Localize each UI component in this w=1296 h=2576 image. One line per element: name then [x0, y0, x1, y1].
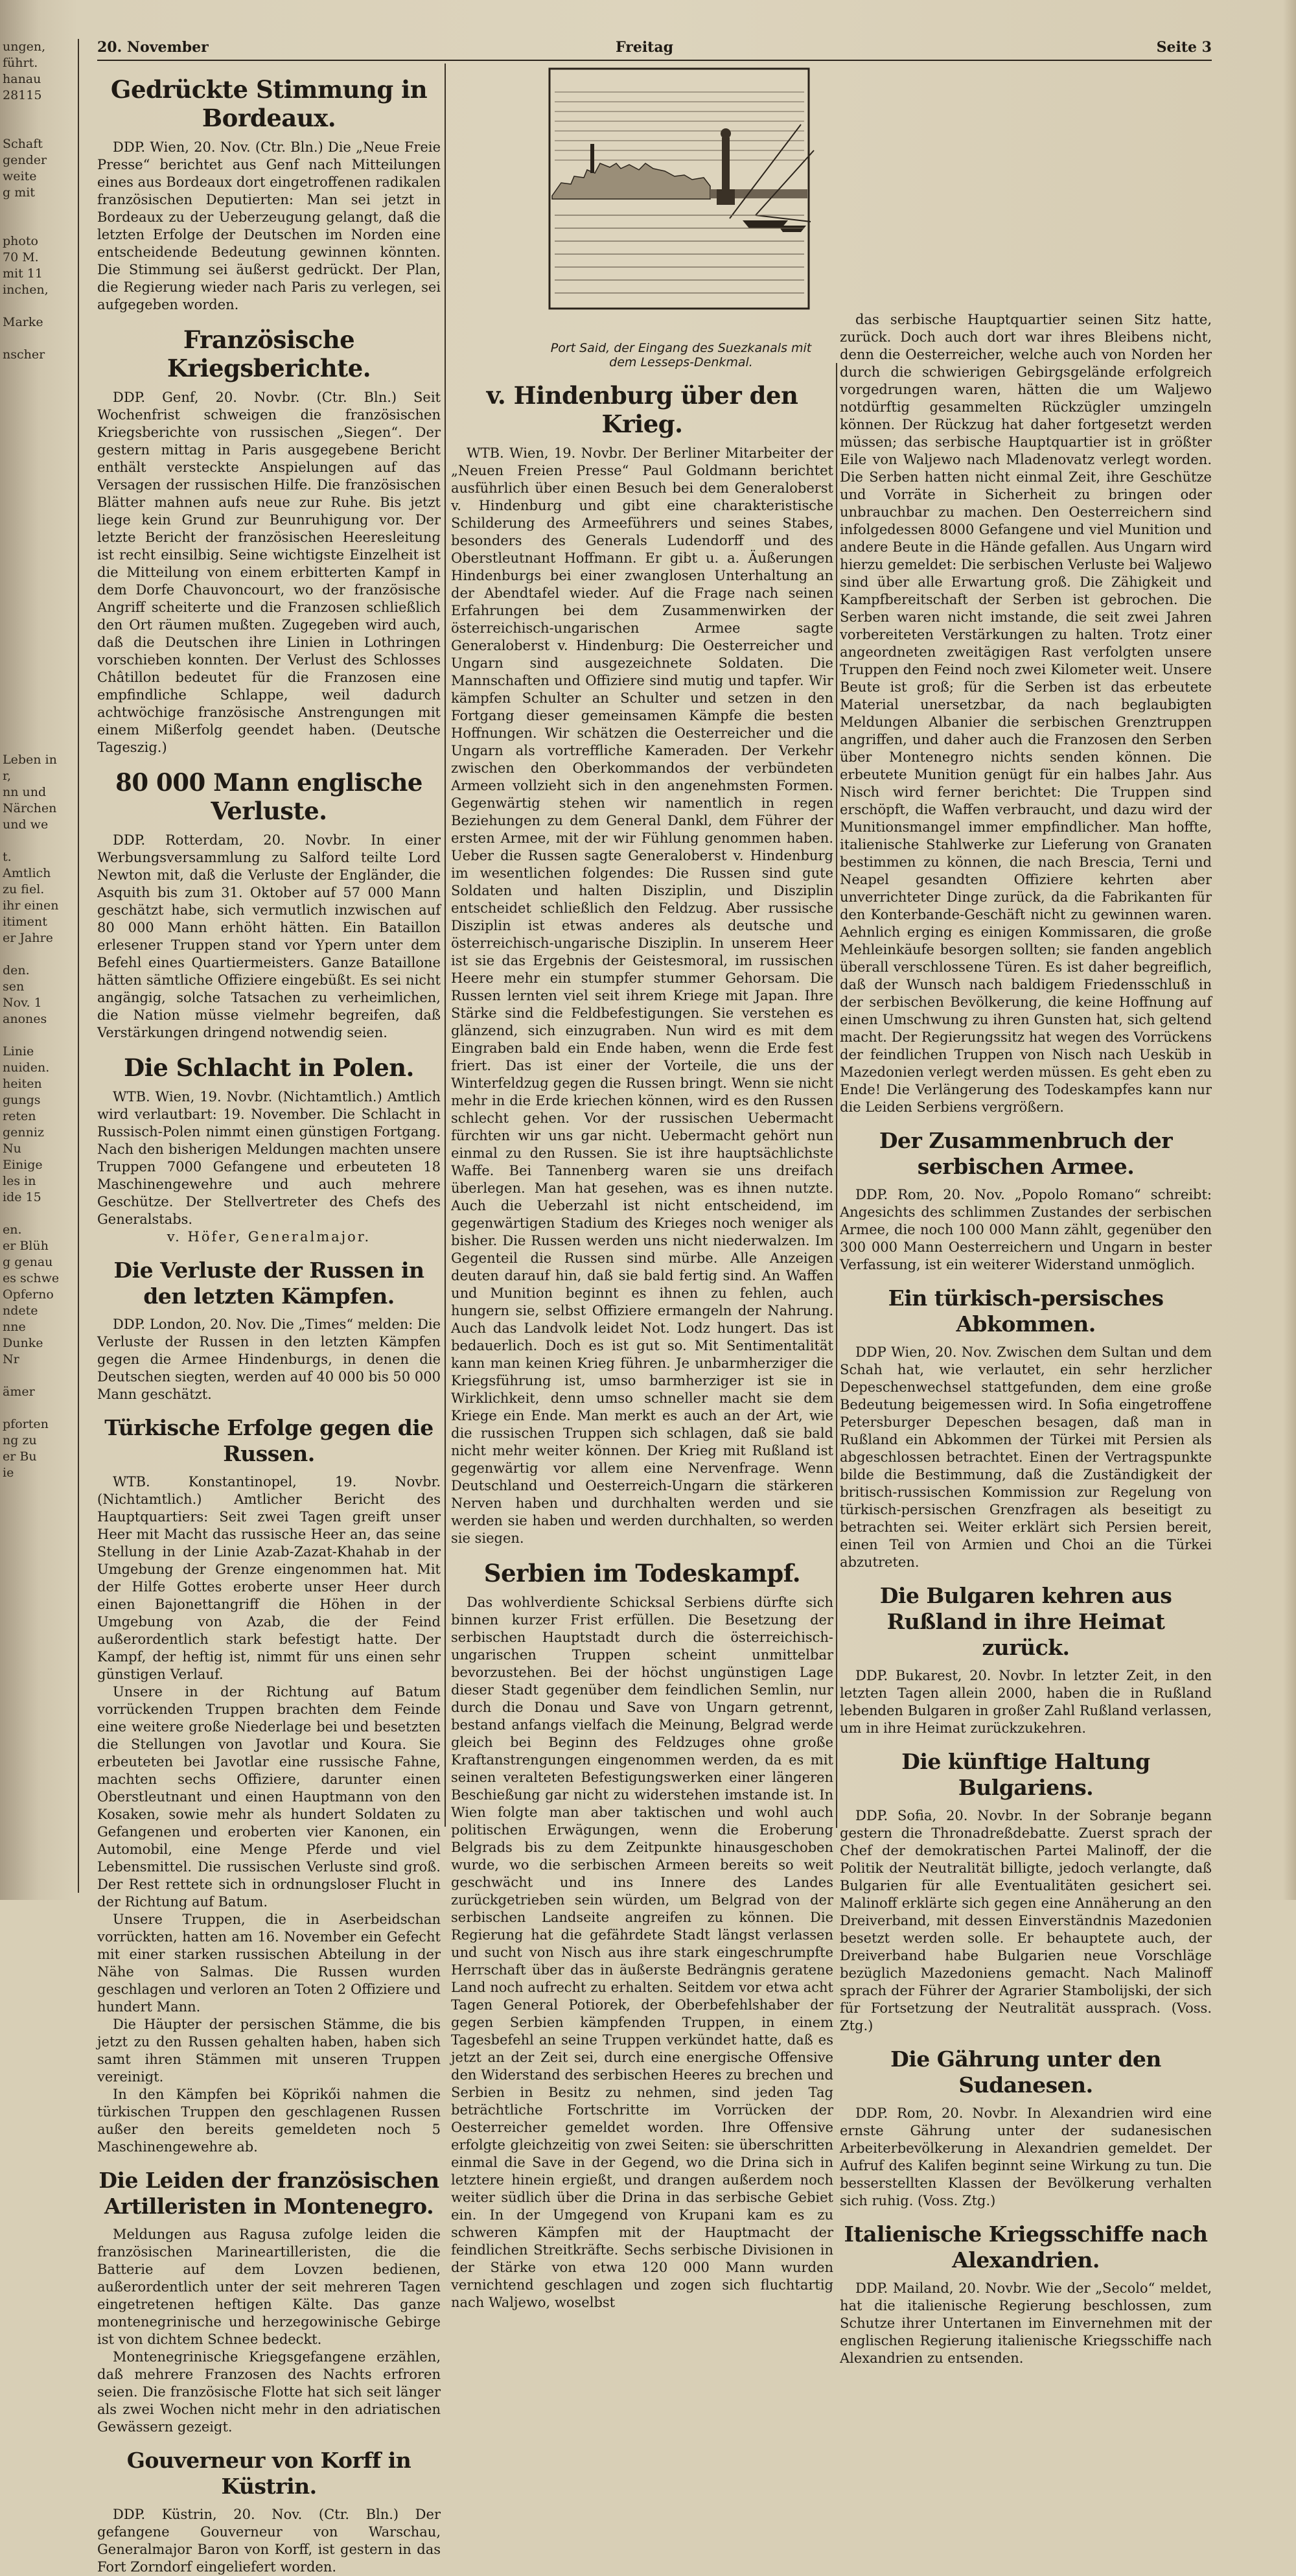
article-text: WTB. Wien, 19. Novbr. Der Berliner Mitarbeiter der „Neuen Freien Presse“ Paul Goldmann berichtet ausführlich über einen Besuch bei dem Generaloberst v. Hindenburg und gibt eine charakteristische Schilderung des Armeeführers und seines Stabes, besonders des Generals Ludendorff und des Oberstleutnant Hoffmann. Er gibt u. a. Äußerungen Hindenburgs bei einer zwanglosen Unterhaltung an der Abendtafel wieder. Auf die Frage nach seinen Erfahrungen bei dem Zusammenwirken der österreichisch-ungarischen Armee sagte Generaloberst v. Hindenburg: Die Oesterreicher und Ungarn sind ausgezeichnete Soldaten. Die Mannschaften und Offiziere sind mutig und tapfer. Wir kämpfen Schulter an Schulter und setzen in den Fortgang dieser gemeinsamen Kämpfe die besten Hoffnungen. Wir schätzen die Oesterreicher und die Ungarn als vortreffliche Kameraden. Der Verkehr zwischen den Oberkommandos der verbündeten Armeen vollzieht sich in den angenehmsten Formen. Gegenwärtig stehen wir namentlich in regen Beziehungen zu dem General Dankl, dem Führer der ersten Armee, mit der wir Fühlung genommen haben. Ueber die Russen sagte Generaloberst v. Hindenburg im wesentlichen folgendes: Die Russen sind gute Soldaten und halten Disziplin, und Disziplin entscheidet schließlich den Feldzug. Aber russische Disziplin ist etwas anderes als deutsche und österreichisch-ungarische Disziplin. In unserem Heer ist sie das Ergebnis der Geistesmoral, im russischen Heere mehr ein stumpfer stummer Gehorsam. Die Russen lernten viel seit ihrem Kriege mit Japan. Ihre Stärke sind die Feldbefestigungen. Sie verstehen es glänzend, sich einzugraben. Nun wird es mit dem Eingraben bald ein Ende haben, wenn die Erde fest friert. Das ist einer der Vorteile, die uns der Winterfeldzug gegen die Russen bringt. Wenn sie nicht mehr in die Erde kriechen können, wird es den Russen schlecht gehen. Vor der russischen Uebermacht fürchten wir uns gar nicht. Uebermacht gehört nun einmal zu den Russen. Sie ist ihre hauptsächlichste Waffe. Bei Tannenberg waren sie uns dreifach überlegen. Man hat gesehen, was es ihnen nutzte. Auch die Ueberzahl ist nicht entscheidend, im gegenwärtigen Stadium des Krieges noch weniger als bisher. Die Russen werden uns nicht niederwalzen. Im Gegenteil die Russen sind mürbe. Alle Anzeigen deuten darauf hin, daß sie bald fertig sind. An Waffen und Munition beginnt es ihnen zu fehlen, auch hungern sie, selbst Offiziere ermangeln der Nahrung. Auch das Landvolk leidet Not. Lodz hungert. Das ist bedauerlich. Doch es ist gut so. Mit Sentimentalität kann man keinen Krieg führen. Je unbarmherziger die Kriegsführung ist, umso barmherziger ist sie in Wirklichkeit, denn umso schneller macht sie dem Kriege ein Ende. Man merkt es auch an der Art, wie die russischen Truppen sich schlagen, daß sie bald nicht mehr weiter können. Der Krieg mit Rußland ist gegenwärtig vor allem eine Nervenfrage. Wenn Deutschland und Oesterreich-Ungarn die stärkeren Nerven haben und durchhalten werden und sie werden sie haben und werden durchhalten, so werden sie siegen.: [451, 445, 833, 1546]
port-said-illustration: [451, 66, 833, 338]
edge-fragment: [0, 1027, 78, 1044]
article-text: DDP. London, 20. Nov. Die „Times“ melden: Die Verluste der Russen in den letzten Kämpfen gegen die Armee Hindenburgs, in denen die Deutschen siegten, werden auf 40 000 bis 50 000 Mann geschätzt.: [97, 1317, 441, 1402]
header-page-number: Seite 3: [1156, 39, 1212, 56]
article-headline: Die Verluste der Russen in den letzten Kämpfen.: [113, 1258, 424, 1309]
edge-fragment: [0, 703, 78, 720]
edge-fragment: [0, 298, 78, 314]
edge-fragment: er Blüh: [3, 1239, 49, 1253]
edge-fragment: [0, 671, 78, 687]
column-rule: [445, 64, 446, 1827]
edge-fragment: [0, 217, 78, 233]
article-headline: Serbien im Todeskampf.: [483, 1559, 801, 1587]
article-text: das serbische Hauptquartier seinen Sitz hatte, zurück. Doch auch dort war ihres Bleibens nicht, denn die Oesterreicher, welche auch von Norden her durch die schwierigen Gebirgsgelände erfolgreich vorgedrungen waren, hätten die um Waljewo notdürftig gesammelten Rückzügler umzingeln können. Der Rückzug hat daher fortgesetzt werden müssen; das serbische Hauptquartier ist in größter Eile von Waljewo nach Mladenovatz verlegt worden. Die Serben hatten nicht einmal Zeit, ihre Geschütze und Vorräte in Sicherheit zu bringen oder unbrauchbar zu machen. Den Oesterreichern sind infolgedessen 8000 Gefangene und viel Munition und andere Beute in die Hände gefallen. Aus Ungarn wird hierzu gemeldet: Die serbischen Verluste bei Waljewo sind über alle Erwartung groß. Die Zähigkeit und Kampfbereitschaft der Serben ist gebrochen. Die Serben waren nicht imstande, die seit zwei Jahren vorbereiteten Verstärkungen zu halten. Trotz einer angeordneten zweitägigen Rast verfolgten unsere Truppen den Feind noch zwei Kilometer weit. Unsere Beute ist groß; für die Serben ist das erbeutete Material unersetzbar, da nach beglaubigten Meldungen Albanier die serbischen Grenztruppen angriffen, und daher auch die Franzosen den Serben über Montenegro nichts senden können. Die erbeutete Munition genügt für ein halbes Jahr. Aus Nisch wird ferner berichtet: Die Truppen sind erschöpft, die Waffen verbraucht, und dazu wird der Munitionsmangel immer empfindlicher. Man hoffte, italienische Stahlwerke zur Lieferung von Granaten bestimmen zu können, die nach Brescia, Terni und Neapel gesandten Offiziere kehrten aber unverrichteter Dinge zurück, da die Fabrikanten für den Konterbande-Geschäft nicht zu gewinnen waren. Aehnlich erging es einigen Kommissaren, die große Mehleinkäufe besorgen sollten; sie fanden angeblich überall verschlossene Türen. Es ist daher begreiflich, daß der Wunsch nach baldigem Friedensschluß in der serbischen Bevölkerung, die keine Hoffnung auf einen Umschwung zu ihren Gunsten hat, sich geltend macht. Der Regierungssitz hat wegen des Vorrückens der feindlichen Truppen von Nisch nach Uesküb in Mazedonien verlegt werden müssen. Es geht eben zu Ende! Die Verlängerung des Todeskampfes kann nur die Leiden Serbiens vergrößern.: [840, 312, 1212, 1115]
edge-fragment: ämer: [3, 1385, 35, 1399]
figure-caption: Port Said, der Eingang des Suezkanals mit dem Lesseps-Denkmal.: [550, 341, 812, 369]
edge-fragment: [0, 493, 78, 509]
edge-fragment: ndete: [3, 1304, 38, 1318]
article-text: DDP. Rom, 20. Nov. „Popolo Romano“ schreibt: Angesichts des schlimmen Zustandes der serbischen Armee, die noch 100 000 Mann zählt, gegenüber den 300 000 Mann Oesterreichern und Ungarn in bester Verfassung, ist ein weiterer Widerstand unmöglich.: [840, 1187, 1212, 1272]
edge-fragment: pforten: [3, 1417, 49, 1431]
edge-fragment: Marke: [3, 315, 43, 329]
article-text: DDP. Wien, 20. Nov. (Ctr. Bln.) Die „Neue Freie Presse“ berichtet aus Genf nach Mitteilungen eines aus Bordeaux dort eingetroffenen radikalen französischen Deputierten: Man sei jetzt in Bordeaux zu der Ueberzeugung gelangt, daß die letzten Erfolge der Deutschen im Norden eine entscheidende Bedeutung gewinnen könnten. Die Stimmung sei äußerst gedrückt. Der Plan, die Regierung wieder nach Paris zu verlegen, sei aufgegeben worden.: [97, 139, 441, 312]
column-3: [840, 311, 1212, 2366]
edge-fragment: inchen,: [3, 283, 49, 297]
edge-fragment: nn und: [3, 785, 47, 799]
edge-fragment: [0, 1206, 78, 1222]
edge-fragment: Nov. 1: [3, 996, 42, 1010]
article-text: WTB. Konstantinopel, 19. Novbr. (Nichtamtlich.) Amtlicher Bericht des Hauptquartiers: Seit zwei Tagen greift unser Heer mit Macht das russische Heer an, das seine Stellung in der Linie Azab-Zazat-Khahab in der Umgebung der Grenze eingenommen hat. Mit der Hilfe Gottes eroberte unser Heer durch einen Bajonettangriff die Höhen in der Umgebung von Azab, die der Feind außerordentlich stark befestigt hatte. Der Kampf, der heftig ist, nimmt für uns einen sehr günstigen Verlauf.: [97, 1474, 441, 1682]
edge-fragment: itiment: [3, 915, 47, 929]
edge-fragment: den.: [3, 963, 30, 978]
article-signature: v. Höfer, Generalmajor.: [167, 1229, 371, 1245]
edge-fragment: Nu: [3, 1142, 21, 1156]
edge-fragment: und we: [3, 817, 49, 832]
article-text: DDP Wien, 20. Nov. Zwischen dem Sultan und dem Schah hat, wie verlautet, ein sehr herzlicher Depeschenwechsel stattgefunden, dem eine große Bedeutung beigemessen wird. In Sofia eingetroffene Petersburger Depeschen besagen, daß man in Rußland ein Abkommen der Türkei mit Persien als abgeschlossen betrachtet. Einen der Vertragspunkte bilde die Bestimmung, daß die Zuständigkeit der britisch-russischen Kommission zur Regelung von türkisch-persischen Grenzfragen als beseitigt zu betrachten sei. Weiter erklärt sich Persien bereit, einen Teil von Armien und Choi an die Türkei abzutreten.: [840, 1344, 1212, 1570]
edge-fragment: Amtlich: [3, 866, 51, 880]
edge-fragment: er Bu: [3, 1449, 37, 1464]
edge-fragment: Dunke: [3, 1336, 43, 1350]
edge-fragment: Nr: [3, 1352, 19, 1366]
edge-fragment: Linie: [3, 1044, 34, 1059]
article-headline: Die Schlacht in Polen.: [124, 1053, 414, 1082]
edge-fragment: es schwe: [3, 1271, 60, 1285]
header-date: 20. November: [97, 39, 209, 56]
article-text: DDP. Rotterdam, 20. Novbr. In einer Werbungsversammlung zu Salford teilte Lord Newton mit, daß die Verluste der Engländer, die Asquith bis zum 31. Oktober auf 57 000 Mann geschätzt habe, sich vermutlich inzwischen auf 80 000 Mann erhöht hätten. Ein Bataillon erlesener Truppen stand vor Ypern unter dem Befehl eines Quartiermeisters. Ganze Bataillone hätten sämtliche Offiziere eingebüßt. Es sei nicht angängig, solche Tatsachen zu verheimlichen, die Nation müsse vielmehr begreifen, daß Verstärkungen dringend notwendig seien.: [97, 832, 441, 1040]
edge-fragment: [0, 460, 78, 476]
article-text: Das wohlverdiente Schicksal Serbiens dürfte sich binnen kurzer Frist erfüllen. Die Besetzung der serbischen Hauptstadt durch die österreichisch-ungarischen Truppen scheint unmittelbar bevorzustehen. Bei der höchst ungünstigen Lage dieser Stadt gegenüber dem feindlichen Semlin, nur durch die Donau und Save von Ungarn getrennt, bestand anfangs vielfach die Meinung, Belgrad werde gleich bei Beginn des Feldzuges ohne große Kraftanstrengungen eingenommen werden, da es mit seinen veralteten Befestigungswerken einer längeren Beschießung gar nicht zu widerstehen imstande ist. In Wien folgte man aber taktischen und wohl auch politischen Erwägungen, wenn die Eroberung Belgrads bis zu dem Zeitpunkte hinausgeschoben wurde, wo die serbischen Armeen bereits so weit geschwächt und ins Innere des Landes zurückgetrieben sein würden, um Belgrad von der serbischen Landseite angreifen zu können. Die Regierung hat die gefährdete Stadt längst verlassen und sucht von Nisch aus ihre stark eingeschrumpfte Herrschaft über das in äußerste Bedrängnis geratene Land noch aufrecht zu erhalten. Seitdem vor etwa acht Tagen General Potiorek, der Oberbefehlshaber der gegen Serbien kämpfenden Truppen, in einem Tagesbefehl an seine Truppen verkündet hatte, daß es jetzt an der Zeit sei, durch eine energische Offensive den Widerstand des serbischen Heeres zu brechen und Serbien in Besitz zu nehmen, sind jeden Tag beträchtliche Fortschritte im Vorrücken der Oesterreicher gemeldet worden. Ihre Offensive erfolgte gleichzeitig von zwei Seiten: sie überschritten einmal die Save in der Gegend, wo die Drina sich in letztere hinein ergießt, und drangen außerdem noch weiter südlich über die Drina in das serbische Gebiet ein. In der Umgegend von Krupani kam es zu schweren Kämpfen mit der Hauptmacht der feindlichen Streitkräfte. Sechs serbische Divisionen in der Stärke von etwa 120 000 Mann wurden vernichtend geschlagen und zogen sich fluchtartig nach Waljewo, woselbst: [451, 1595, 833, 2310]
edge-fragment: [0, 622, 78, 638]
article-headline: Gouverneur von Korff in Küstrin.: [126, 2448, 411, 2499]
edge-fragment: [0, 574, 78, 590]
edge-fragment: [0, 201, 78, 217]
edge-fragment: [0, 379, 78, 395]
edge-fragment: [0, 120, 78, 136]
left-edge-strip: [0, 39, 79, 1893]
edge-fragment: g genau: [3, 1255, 53, 1269]
article-text: Unsere in der Richtung auf Batum vorrückenden Truppen brachten dem Feinde eine weitere große Niederlage bei und besetzten die Stellungen von Javotlar und Koura. Sie erbeuteten bei Javotlar eine russische Fahne, machten sechs Offiziere, darunter einen Oberstleutnant und einen Hauptmann von den Kosaken, sowie mehr als hundert Soldaten zu Gefangenen und eroberten vier Kanonen, ein Automobil, eine Menge Pferde und viel Lebensmittel. Die russischen Verluste sind groß. Der Rest rettete sich in ordnungsloser Flucht in der Richtung auf Batum.: [97, 1684, 441, 1910]
article-headline: Die Leiden der französischen Artilleristen in Montenegro.: [98, 2168, 439, 2219]
edge-fragment: [0, 638, 78, 655]
article-text: WTB. Wien, 19. Novbr. (Nichtamtlich.) Amtlich wird verlautbart: 19. November. Die Schlacht in Russisch-Polen nimmt einen günstigen Fortgang. Nach den bisherigen Meldungen machten unsere Truppen 7000 Gefangene und erbeuteten 18 Maschinengewehre und auch mehrere Geschütze. Der Stellvertreter des Chefs des Generalstabs.: [97, 1089, 441, 1227]
article-headline: Ein türkisch-persisches Abkommen.: [888, 1285, 1164, 1337]
article-text: DDP. Rom, 20. Novbr. In Alexandrien wird eine ernste Gährung unter der sudanesischen Arbeiterbevölkerung in Alexandrien gemeldet. Der Aufruf des Kalifen beginnt seine Wirkung zu tun. Die besserstellten Klassen der Bevölkerung verhalten sich ruhig. (Voss. Ztg.): [840, 2105, 1212, 2208]
edge-fragment: ie: [3, 1466, 14, 1480]
edge-fragment: ihr einen: [3, 898, 59, 913]
edge-fragment: nne: [3, 1320, 26, 1334]
edge-fragment: Närchen: [3, 801, 57, 815]
edge-fragment: [0, 395, 78, 412]
page-header: [97, 34, 1212, 61]
article-text: DDP. Bukarest, 20. Novbr. In letzter Zeit, in den letzten Tagen allein 2000, haben die in Rußland lebenden Bulgaren in großer Zahl Rußland verlassen, um in ihre Heimat zurückzukehren.: [840, 1668, 1212, 1736]
edge-fragment: [0, 541, 78, 557]
edge-fragment: [0, 590, 78, 606]
article-text: In den Kämpfen bei Köprikői nahmen die türkischen Truppen den geschlagenen Russen außer den bereits gemeldeten noch 5 Maschinengewehre ab.: [97, 2087, 441, 2155]
edge-fragment: Leben in: [3, 753, 57, 767]
article-headline: Türkische Erfolge gegen die Russen.: [104, 1415, 434, 1466]
edge-fragment: 28115: [3, 88, 42, 102]
edge-fragment: anones: [3, 1012, 47, 1026]
harbor-drawing: [451, 66, 833, 338]
article-headline: Gedrückte Stimmung in Bordeaux.: [110, 75, 428, 132]
article-headline: Der Zusammenbruch der serbischen Armee.: [879, 1128, 1173, 1179]
article-headline: Italienische Kriegsschiffe nach Alexandrien.: [844, 2221, 1208, 2273]
edge-fragment: [0, 655, 78, 671]
edge-fragment: [0, 428, 78, 444]
article-text: Die Häupter der persischen Stämme, die bis jetzt zu den Russen gehalten haben, haben sich samt ihren Stämmen mit unseren Truppen vereinigt.: [97, 2017, 441, 2085]
article-text: Unsere Truppen, die in Aserbeidschan vorrückten, hatten am 16. November ein Gefecht mit einer starken russischen Abteilung in der Nähe von Salmas. Die Russen wurden geschlagen und verloren an Toten 2 Offiziere und hundert Mann.: [97, 1912, 441, 2015]
edge-fragment: ng zu: [3, 1433, 37, 1447]
edge-fragment: heiten: [3, 1077, 42, 1091]
edge-fragment: [0, 687, 78, 703]
article-headline: v. Hindenburg über den Krieg.: [486, 381, 798, 438]
edge-fragment: sen: [3, 979, 25, 994]
edge-fragment: [0, 412, 78, 428]
article-headline: 80 000 Mann englische Verluste.: [115, 768, 422, 825]
edge-fragment: zu fiel.: [3, 882, 45, 896]
edge-fragment: t.: [3, 850, 12, 864]
edge-fragment: Opferno: [3, 1287, 54, 1302]
edge-fragment: [0, 444, 78, 460]
article-text: DDP. Mailand, 20. Novbr. Wie der „Secolo“ meldet, hat die italienische Regierung beschlossen, zum Schutze ihrer Untertanen im Einvernehmen mit der englischen Regierung italienische Kriegsschiffe nach Alexandrien zu entsenden.: [840, 2280, 1212, 2366]
edge-fragment: Einige: [3, 1158, 43, 1172]
edge-fragment: [0, 331, 78, 347]
article-text: DDP. Küstrin, 20. Nov. (Ctr. Bln.) Der gefangene Gouverneur von Warschau, Generalmajor Baron von Korff, ist gestern in das Fort Zorndorf eingeliefert worden.: [97, 2507, 441, 2575]
column-1: [97, 64, 441, 2575]
edge-fragment: [0, 363, 78, 379]
edge-fragment: ide 15: [3, 1190, 41, 1204]
article-headline: Die künftige Haltung Bulgariens.: [901, 1749, 1150, 1800]
edge-fragment: [0, 476, 78, 493]
edge-fragment: [0, 606, 78, 622]
edge-fragment: les in: [3, 1174, 36, 1188]
edge-fragment: en.: [3, 1223, 22, 1237]
edge-fragment: er Jahre: [3, 931, 53, 945]
article-text: Montenegrinische Kriegsgefangene erzählen, daß mehrere Franzosen des Nachts erfroren seien. Die französische Flotte hat sich seit länger als zwei Wochen nicht mehr in den adriatischen Gewässern gezeigt.: [97, 2349, 441, 2435]
edge-fragment: [0, 525, 78, 541]
edge-fragment: [0, 1368, 78, 1384]
edge-fragment: [0, 557, 78, 574]
header-day: Freitag: [616, 39, 673, 56]
article-text: DDP. Sofia, 20. Novbr. In der Sobranje begann gestern die Thronadreßdebatte. Zuerst sprach der Chef der demokratischen Partei Malinoff, der die Politik der Neutralität billigte, jedoch verlangte, daß Bulgarien für alle Eventualitäten gesichert sei. Malinoff erklärte sich gegen eine Annäherung an den Dreiverband, mit dessen Einverständnis Mazedonien besetzt werden solle. Er behauptete auch, der Dreiverband habe Bulgarien neue Vorschläge bezüglich Mazedoniens gemacht. Nach Malinoff sprach der Führer der Agrarier Stambolijski, der sich für Fortsetzung der Neutralität aussprach. (Voss. Ztg.): [840, 1808, 1212, 2033]
article-text: Meldungen aus Ragusa zufolge leiden die französischen Marineartilleristen, die die Batterie auf dem Lovzen bedienen, außerordentlich unter der seit mehreren Tagen eingetretenen heftigen Kälte. Das ganze montenegrinische und herzegowinische Gebirge ist von dichtem Schnee bedeckt.: [97, 2227, 441, 2347]
edge-fragment: [0, 509, 78, 525]
edge-fragment: photo: [3, 234, 38, 248]
column-rule: [836, 363, 837, 1828]
edge-fragment: Schaft: [3, 137, 43, 151]
edge-fragment: ungen,: [3, 40, 46, 54]
edge-fragment: weite: [3, 169, 37, 183]
edge-fragment: g mit: [3, 185, 35, 200]
edge-fragment: reten: [3, 1109, 36, 1123]
article-headline: Französische Kriegsberichte.: [167, 325, 371, 382]
column-2: [451, 64, 833, 2310]
edge-fragment: genniz: [3, 1125, 44, 1140]
edge-fragment: nscher: [3, 347, 45, 362]
article-headline: Die Bulgaren kehren aus Rußland in ihre Heimat zurück.: [879, 1583, 1172, 1660]
edge-fragment: [0, 833, 78, 849]
edge-fragment: [0, 946, 78, 963]
edge-fragment: [0, 1400, 78, 1416]
edge-fragment: [0, 104, 78, 120]
edge-fragment: führt.: [3, 56, 38, 70]
edge-fragment: [0, 736, 78, 752]
edge-fragment: [0, 720, 78, 736]
article-headline: Die Gährung unter den Sudanesen.: [890, 2046, 1161, 2098]
edge-fragment: hanau: [3, 72, 41, 86]
edge-fragment: mit 11: [3, 266, 43, 281]
edge-fragment: gender: [3, 153, 47, 167]
edge-fragment: gungs: [3, 1093, 41, 1107]
article-text: DDP. Genf, 20. Novbr. (Ctr. Bln.) Seit Wochenfrist schweigen die französischen Kriegsberichte von russischen „Siegen“. Der gestern mittag in Paris ausgegebene Bericht enthält versteckte Anspielungen auf das Versagen der russischen Hilfe. Die französischen Blätter mahnen aufs neue zur Ruhe. Bis jetzt liege kein Grund zur Beunruhigung vor. Der letzte Bericht der französischen Heeresleitung ist recht einsilbig. Seine wichtigste Einzelheit ist die Mitteilung von einem erbitterten Kampf in dem Dorfe Chauvoncourt, wo der französische Angriff scheiterte und die Franzosen schließlich den Ort räumen mußten. Zugegeben wird auch, daß die Deutschen ihre Linien in Lothringen vorschieben konnten. Der Verlust des Schlosses Châtillon bedeutet für die Franzosen eine empfindliche Schlappe, weil dadurch achtwöchige französische Anstrengungen mit einem Mißerfolg geendet haben. (Deutsche Tageszig.): [97, 390, 441, 755]
edge-fragment: nuiden.: [3, 1060, 50, 1075]
edge-fragment: 70 M.: [3, 250, 39, 264]
edge-fragment: r,: [3, 769, 12, 783]
